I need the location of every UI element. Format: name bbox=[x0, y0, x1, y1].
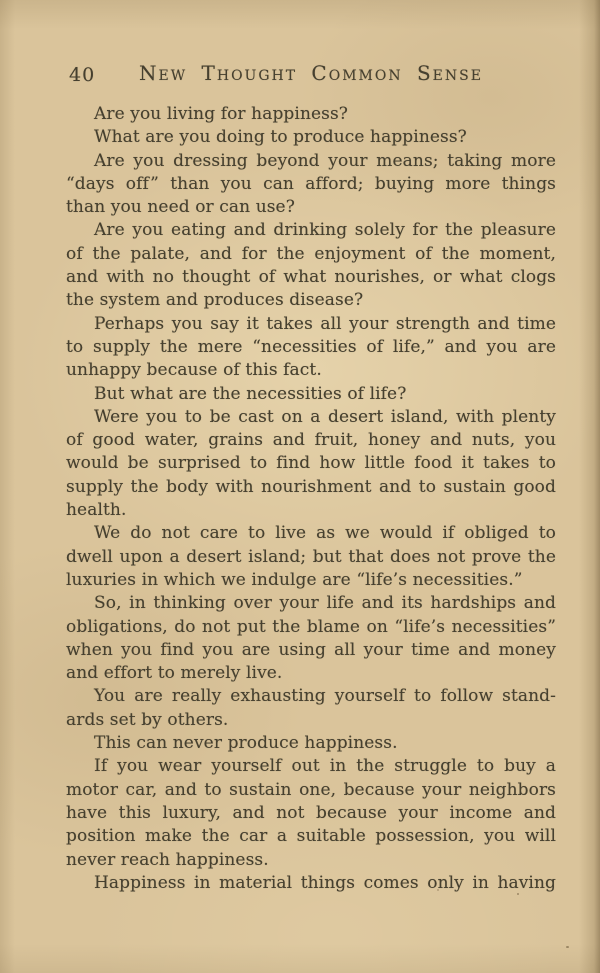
paper-speck bbox=[113, 298, 115, 300]
text-line: when you find you are using all your time and money bbox=[66, 639, 556, 660]
paper-speck bbox=[517, 893, 519, 895]
text-line: We do not care to live as we would if obliged to bbox=[94, 523, 556, 544]
text-line: You are really exhausting yourself to follow stand- bbox=[94, 686, 556, 707]
text-line: What are you doing to produce happiness? bbox=[94, 127, 467, 148]
text-line: motor car, and to sustain one, because your neighbors bbox=[66, 779, 556, 800]
text-line: Are you eating and drinking solely for the pleasure bbox=[94, 220, 556, 241]
text-line: dwell upon a desert island; but that does not prove the bbox=[66, 546, 556, 567]
text-line: have this luxury, and not because your income and bbox=[66, 802, 556, 823]
text-line: and with no thought of what nourishes, or what clogs bbox=[66, 267, 556, 288]
text-line: would be surprised to find how little food it takes to bbox=[66, 453, 556, 474]
text-line: supply the body with nourishment and to sustain good bbox=[66, 476, 556, 497]
page-body bbox=[66, 103, 556, 895]
text-line: So, in thinking over your life and its hardships and bbox=[94, 593, 556, 614]
text-line: the system and produces disease? bbox=[66, 290, 364, 311]
text-line: of good water, grains and fruit, honey and nuts, you bbox=[66, 430, 556, 451]
text-line: Are you dressing beyond your means; taking more bbox=[94, 150, 556, 171]
text-line: If you wear yourself out in the struggle to buy a bbox=[94, 756, 556, 777]
text-line: ards set by others. bbox=[66, 709, 229, 730]
text-line: than you need or can use? bbox=[66, 197, 295, 218]
text-line: to supply the mere “necessities of life,” and you are bbox=[66, 336, 556, 357]
text-line: never reach happiness. bbox=[66, 849, 269, 870]
text-line: position make the car a suitable possession, you will bbox=[66, 826, 556, 847]
page-number: 40 bbox=[69, 64, 96, 86]
page-header bbox=[66, 61, 556, 89]
text-line: obligations, do not put the blame on “life’s necessities” bbox=[66, 616, 556, 637]
text-line: Are you living for happiness? bbox=[94, 104, 349, 124]
text-line: and effort to merely live. bbox=[66, 663, 283, 684]
text-line: of the palate, and for the enjoyment of the moment, bbox=[66, 243, 556, 264]
paper-speck bbox=[566, 946, 569, 948]
running-header-title: New Thought Common Sense bbox=[139, 61, 483, 85]
text-line: Perhaps you say it takes all your strength and time bbox=[94, 313, 556, 334]
text-line: health. bbox=[66, 500, 127, 521]
text-line: luxuries in which we indulge are “life’s necessities.” bbox=[66, 569, 523, 590]
text-line: But what are the necessities of life? bbox=[94, 383, 407, 404]
text-line: unhappy because of this fact. bbox=[66, 360, 322, 381]
text-line: “days off” than you can afford; buying more things bbox=[66, 173, 556, 194]
text-line: This can never produce happiness. bbox=[94, 733, 398, 754]
text-line: Happiness in material things comes only in having bbox=[94, 872, 556, 893]
text-line: Were you to be cast on a desert island, with plenty bbox=[94, 406, 556, 427]
paper-speck bbox=[437, 889, 439, 891]
